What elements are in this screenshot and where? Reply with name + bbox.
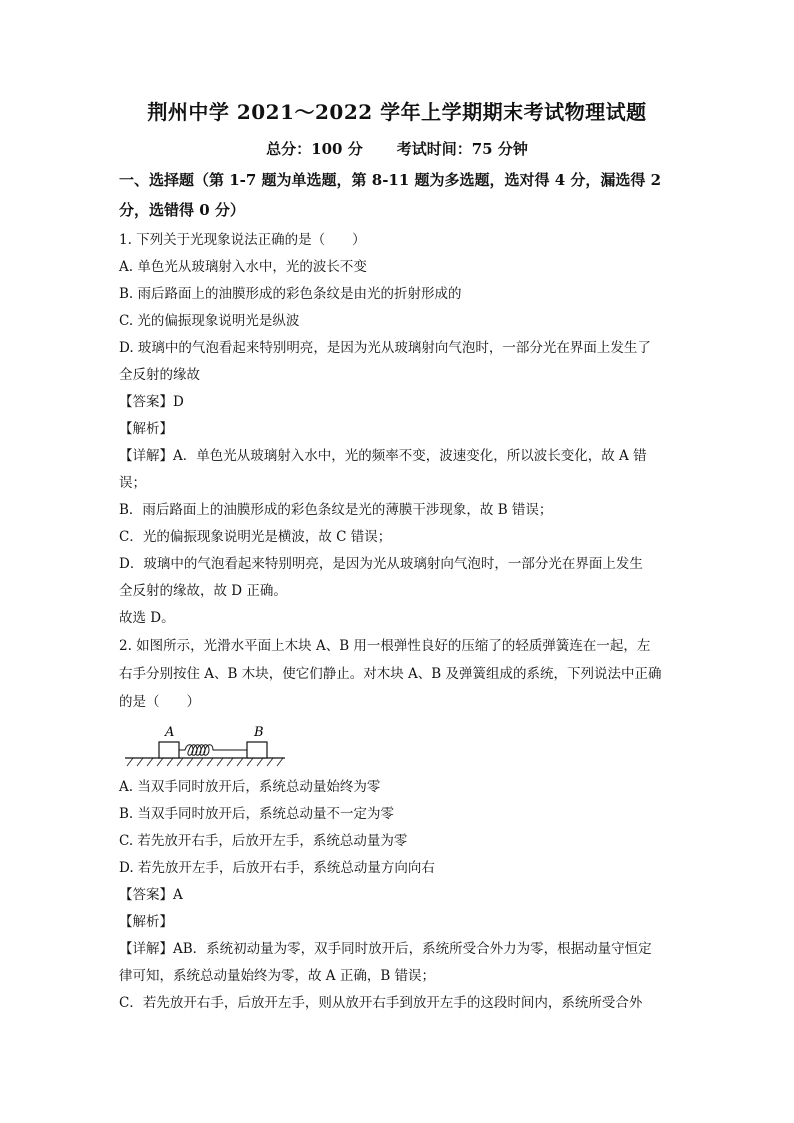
q1-option-d-line-1: D. 玻璃中的气泡看起来特别明亮，是因为光从玻璃射向气泡时，一部分光在界面上发生了 bbox=[119, 340, 651, 356]
q2-stem-line-1: 2. 如图所示，光滑水平面上木块 A、B 用一根弹性良好的压缩了的轻质弹簧连在一起，左 bbox=[119, 638, 651, 654]
block-a-label: A bbox=[165, 725, 175, 740]
q1-option-b: B. 雨后路面上的油膜形成的彩色条纹是由光的折射形成的 bbox=[119, 286, 462, 302]
block-b-label: B bbox=[254, 725, 264, 740]
q2-option-d: D. 若先放开左手，后放开右手，系统总动量方向向右 bbox=[119, 860, 435, 876]
spring bbox=[179, 745, 247, 756]
q2-detail-1b: 律可知，系统总动量始终为零，故 A 正确，B 错误； bbox=[119, 968, 436, 984]
q1-stem: 1. 下列关于光现象说法正确的是（ ） bbox=[119, 232, 366, 248]
total-score: 总分：100 分 bbox=[266, 140, 363, 158]
q2-answer: 【答案】A bbox=[119, 887, 183, 903]
q1-detail-3: C．光的偏振现象说明光是横波，故 C 错误； bbox=[119, 529, 392, 545]
q2-detail-2: C．若先放开右手，后放开左手，则从放开右手到放开左手的这段时间内，系统所受合外 bbox=[119, 995, 643, 1011]
q2-stem-line-3: 的是（ ） bbox=[119, 694, 200, 710]
q2-detail-1: 【详解】AB．系统初动量为零，双手同时放开后，系统所受合外力为零，根据动量守恒定 bbox=[119, 941, 652, 957]
q1-detail-1: 【详解】A．单色光从玻璃射入水中，光的频率不变，波速变化，所以波长变化，故 A 错 bbox=[119, 448, 647, 464]
exam-info bbox=[0, 138, 794, 159]
q1-detail-1b: 误； bbox=[119, 475, 146, 491]
exam-title: 荆州中学 2021～2022 学年上学期期末考试物理试题 bbox=[147, 100, 647, 124]
section-heading-line-1: 一、选择题（第 1-7 题为单选题，第 8-11 题为多选题，选对得 4 分，漏选得 2 bbox=[119, 171, 662, 189]
spring-blocks-diagram bbox=[119, 722, 289, 770]
exam-time: 考试时间：75 分钟 bbox=[396, 140, 528, 158]
q1-answer: 【答案】D bbox=[119, 394, 184, 410]
section-heading-line-2: 分，选错得 0 分） bbox=[119, 201, 245, 219]
ground-hatching bbox=[127, 758, 283, 766]
q2-stem-line-2: 右手分别按住 A、B 木块，使它们静止。对木块 A、B 及弹簧组成的系统，下列说法中正确 bbox=[119, 666, 662, 682]
q2-option-b: B. 当双手同时放开后，系统总动量不一定为零 bbox=[119, 806, 395, 822]
section-heading bbox=[119, 165, 679, 225]
q1-detail-4b: 全反射的缘故，故 D 正确。 bbox=[119, 583, 287, 599]
block-a bbox=[159, 742, 179, 758]
q1-option-c: C. 光的偏振现象说明光是纵波 bbox=[119, 313, 300, 329]
q1-detail-2: B．雨后路面上的油膜形成的彩色条纹是光的薄膜干涉现象，故 B 错误； bbox=[119, 502, 553, 518]
q1-option-a: A. 单色光从玻璃射入水中，光的波长不变 bbox=[119, 259, 367, 275]
q1-option-d-line-2: 全反射的缘故 bbox=[119, 367, 200, 383]
q2-analysis-label: 【解析】 bbox=[119, 914, 173, 930]
q1-conclusion: 故选 D。 bbox=[119, 610, 175, 626]
q1-detail-4: D．玻璃中的气泡看起来特别明亮，是因为光从玻璃射向气泡时，一部分光在界面上发生 bbox=[119, 556, 643, 572]
q2-option-c: C. 若先放开右手，后放开左手，系统总动量为零 bbox=[119, 833, 408, 849]
q2-option-a: A. 当双手同时放开后，系统总动量始终为零 bbox=[119, 779, 381, 795]
q1-analysis-label: 【解析】 bbox=[119, 421, 173, 437]
block-b bbox=[247, 742, 267, 758]
